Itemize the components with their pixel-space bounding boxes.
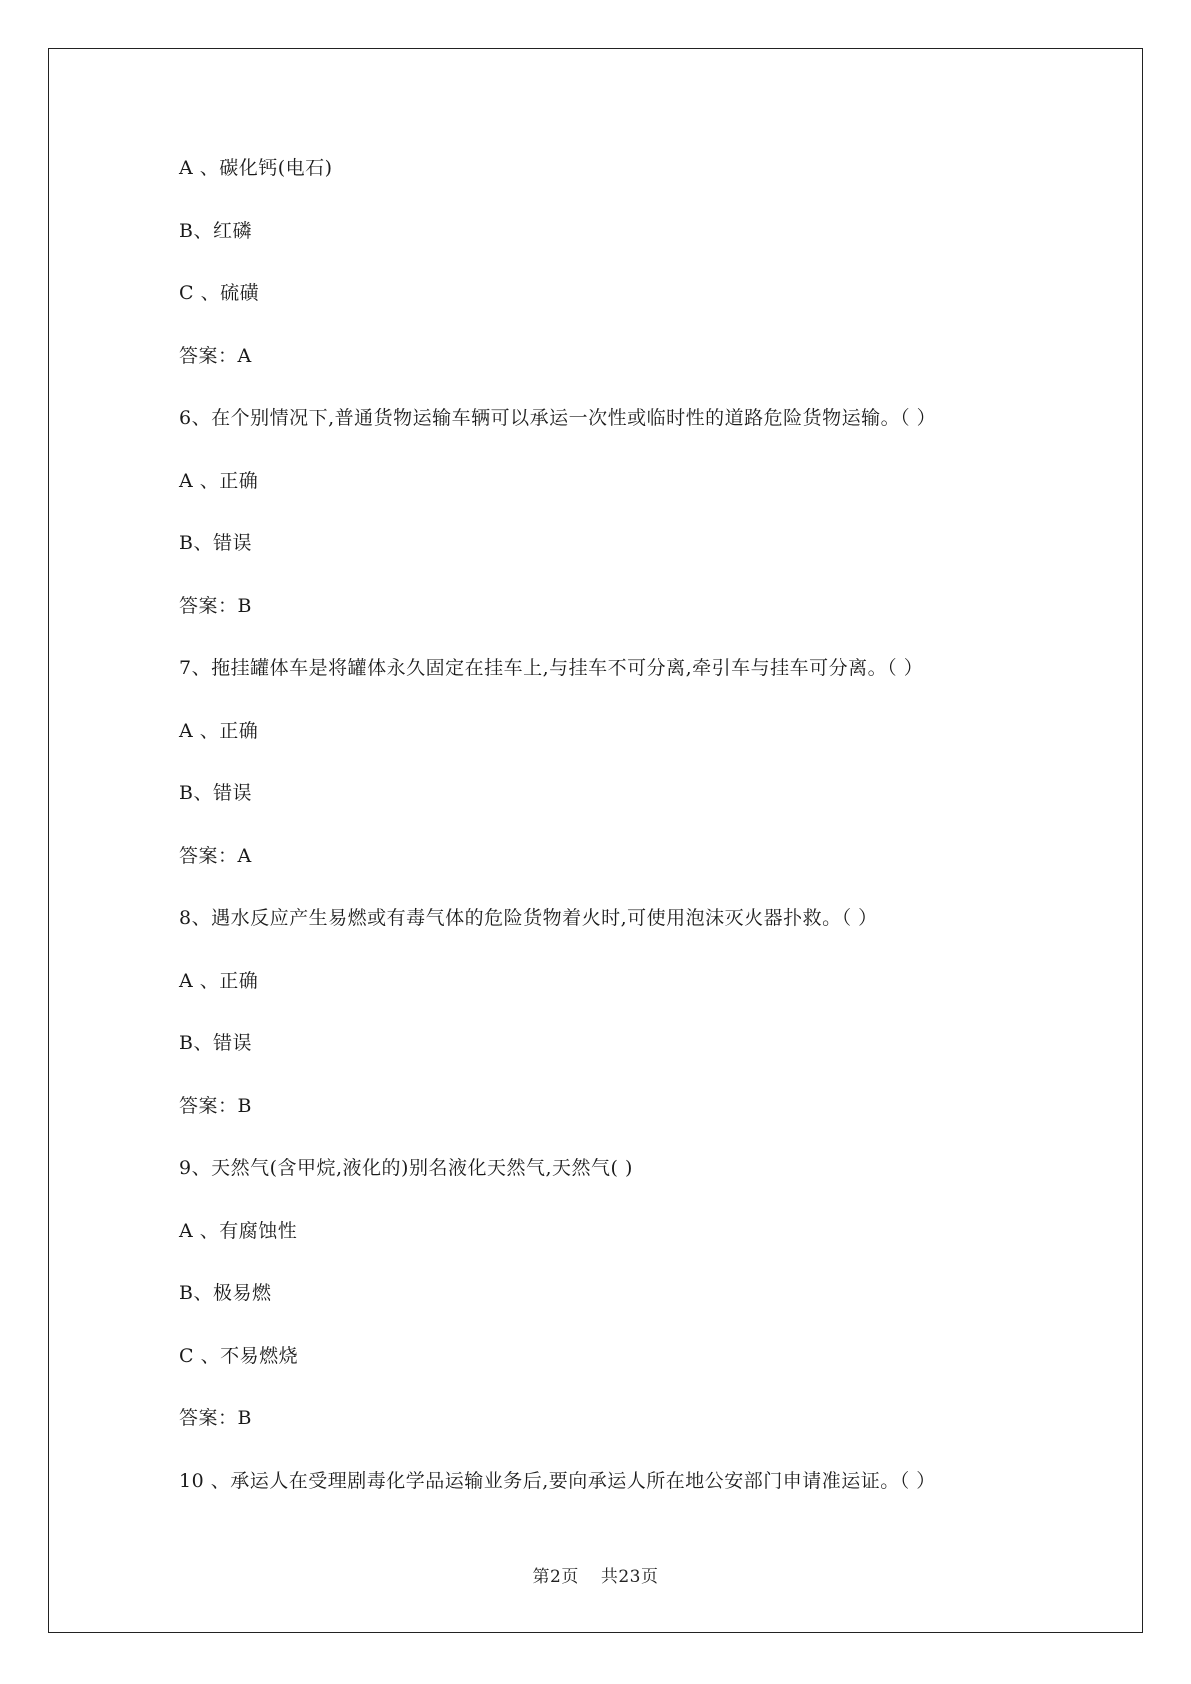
- document-body: [179, 156, 1079, 1531]
- question-9: 9、天然气(含甲烷,液化的)别名液化天然气,天然气( ): [179, 1157, 633, 1179]
- answer-q8: 答案：B: [179, 1094, 252, 1117]
- answer-q7: 答案：A: [179, 844, 252, 867]
- option-c-q5: C 、硫磺: [179, 282, 260, 304]
- page-footer: [0, 1562, 1191, 1587]
- option-a-q8: A 、正确: [179, 969, 259, 992]
- question-8: 8、遇水反应产生易燃或有毒气体的危险货物着火时,可使用泡沫灭火器扑救。（ ）: [179, 907, 878, 929]
- option-c-q9: C 、不易燃烧: [179, 1344, 299, 1367]
- option-b-q9: B、极易燃: [179, 1282, 272, 1304]
- question-6: 6、在个别情况下,普通货物运输车辆可以承运一次性或临时性的道路危险货物运输。（ ）: [179, 407, 937, 429]
- option-a-q7: A 、正确: [179, 719, 259, 742]
- option-b-q7: B、错误: [179, 782, 252, 804]
- answer-q5: 答案：A: [179, 344, 252, 367]
- answer-q9: 答案：B: [179, 1407, 252, 1429]
- option-b-q5: B、红磷: [179, 219, 252, 242]
- page-number: 第2页: [532, 1567, 579, 1587]
- option-a-q6: A 、正确: [179, 469, 259, 492]
- option-b-q6: B、错误: [179, 532, 252, 554]
- option-b-q8: B、错误: [179, 1032, 252, 1054]
- option-a-q9: A 、有腐蚀性: [179, 1219, 298, 1242]
- answer-q6: 答案：B: [179, 594, 252, 617]
- question-7: 7、拖挂罐体车是将罐体永久固定在挂车上,与挂车不可分离,牵引车与挂车可分离。（ ）: [179, 657, 924, 679]
- option-a-q5: A 、碳化钙(电石): [179, 157, 333, 179]
- question-10: 10 、承运人在受理剧毒化学品运输业务后,要向承运人所在地公安部门申请准运证。（ ）: [179, 1469, 936, 1492]
- page-total: 共23页: [600, 1567, 659, 1587]
